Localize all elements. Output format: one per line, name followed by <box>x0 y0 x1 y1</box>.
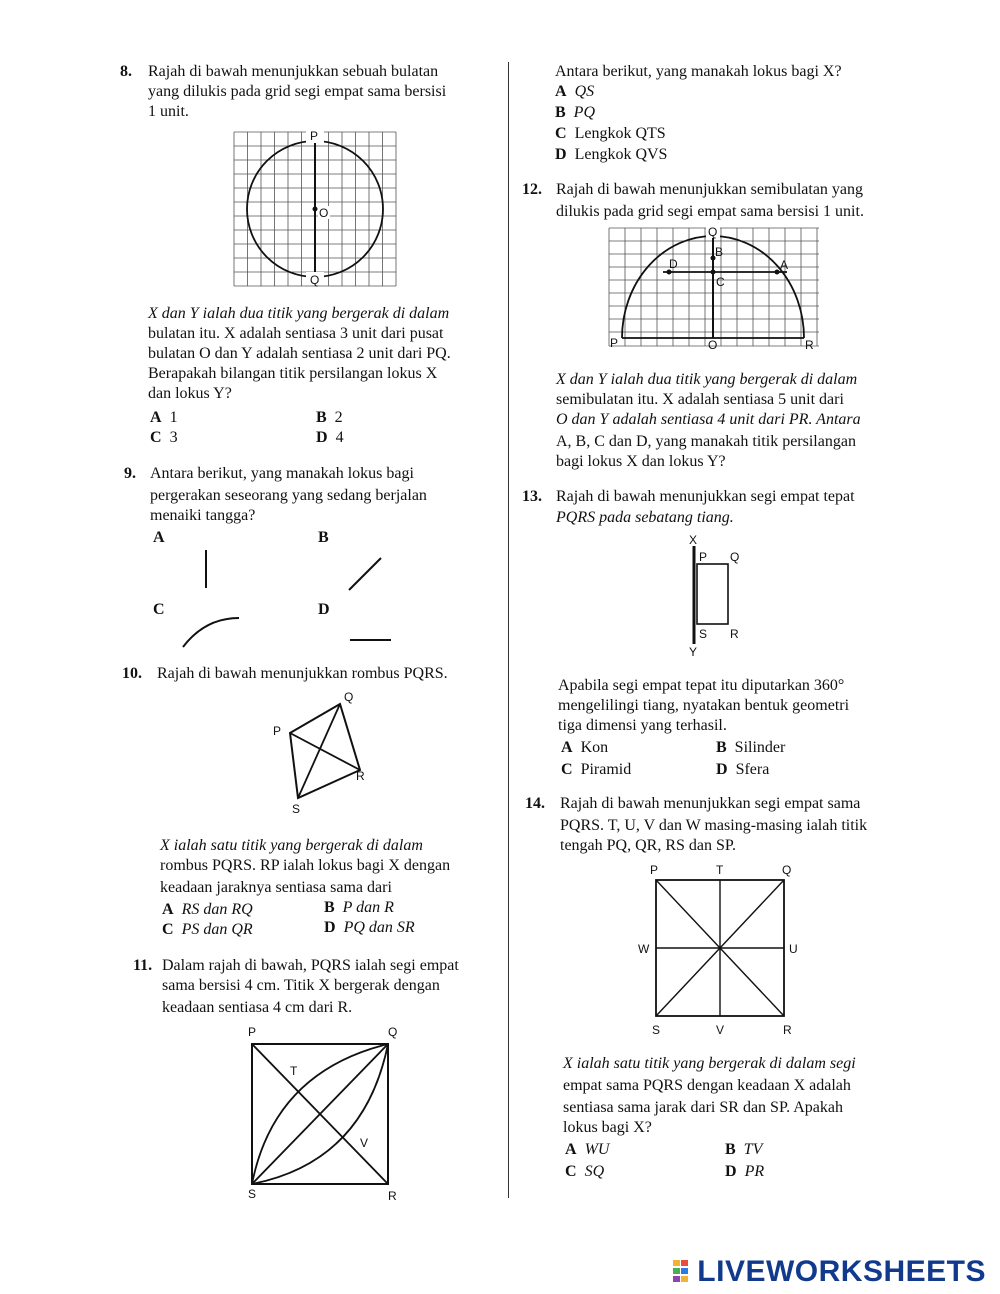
label-t: T <box>716 863 724 877</box>
question-body-line: X dan Y ialah dua titik yang bergerak di dalam <box>556 371 858 388</box>
label-q: Q <box>344 690 354 704</box>
question-text-line: Rajah di bawah menunjukkan sebuah bulatan <box>148 63 439 80</box>
question-text-line: PQRS pada sebatang tiang. <box>556 509 734 526</box>
question-body-line: X ialah satu titik yang bergerak di dalam <box>160 837 423 854</box>
label-r: R <box>356 769 365 783</box>
question-body-line: A, B, C dan D, yang manakah titik persilangan <box>556 433 856 450</box>
option-c[interactable]: C Lengkok QTS <box>555 125 666 142</box>
center-point <box>313 207 318 212</box>
question-text-line: tengah PQ, QR, RS dan SP. <box>560 837 737 854</box>
question-body-line: bulatan itu. X adalah sentiasa 3 unit dari pusat <box>148 325 444 342</box>
question-body-line: sentiasa sama jarak dari SR dan SP. Apakah <box>563 1099 843 1116</box>
label-d: D <box>669 257 678 271</box>
option-d[interactable]: D PR <box>725 1163 765 1180</box>
question-text-line: Rajah di bawah menunjukkan rombus PQRS. <box>157 665 448 682</box>
option-d[interactable]: D Sfera <box>716 761 770 778</box>
question-body-line: bagi lokus X dan lokus Y? <box>556 453 726 470</box>
option-a[interactable]: A QS <box>555 83 595 100</box>
option-c[interactable]: C PS dan QR <box>162 921 253 938</box>
rhombus-diagram <box>250 688 380 818</box>
label-b: B <box>715 245 724 259</box>
point-a <box>775 270 780 275</box>
diagonal-qs <box>298 704 340 798</box>
question-text-line: 1 unit. <box>148 103 189 120</box>
question-body-line: X dan Y ialah dua titik yang bergerak di dalam <box>148 305 450 322</box>
option-d[interactable]: D <box>318 601 330 618</box>
option-c[interactable]: C SQ <box>565 1163 605 1180</box>
question-text-line: menaiki tangga? <box>150 507 256 524</box>
label-v: V <box>716 1023 725 1037</box>
option-a[interactable]: A WU <box>565 1141 610 1158</box>
label-p: P <box>650 863 659 877</box>
question-text-line: Antara berikut, yang manakah lokus bagi <box>150 465 414 482</box>
question-number: 11. <box>133 957 153 974</box>
option-c[interactable]: C Piramid <box>561 761 632 778</box>
option-a[interactable]: A <box>153 529 165 546</box>
option-c-curve <box>183 618 239 647</box>
liveworksheets-logo <box>673 1255 986 1289</box>
question-text-line: pergerakan seseorang yang sedang berjalan <box>150 487 427 504</box>
label-r: R <box>805 338 814 352</box>
option-c[interactable]: C <box>153 601 165 618</box>
question-number: 12. <box>522 181 542 198</box>
question-text-line: keadaan sentiasa 4 cm dari R. <box>162 999 353 1016</box>
option-b[interactable]: B TV <box>725 1141 763 1158</box>
question-number: 9. <box>124 465 136 482</box>
brand-text: LIVEWORKSHEETS <box>697 1255 986 1288</box>
label-u: U <box>789 942 798 956</box>
question-body-line: Apabila segi empat tepat itu diputarkan 360° <box>558 677 845 694</box>
option-b-diagonal-line <box>349 558 381 590</box>
label-s: S <box>292 802 301 816</box>
pole-rectangle-diagram <box>670 530 760 660</box>
question-text-line: Dalam rajah di bawah, PQRS ialah segi empat <box>162 957 459 974</box>
question-body-line: bulatan O dan Y adalah sentiasa 2 unit dari PQ. <box>148 345 451 362</box>
option-b[interactable]: B P dan R <box>324 899 394 916</box>
question-body-line: rombus PQRS. RP ialah lokus bagi X dengan <box>160 857 451 874</box>
label-a: A <box>780 258 789 272</box>
question-text-line: PQRS. T, U, V dan W masing-masing ialah titik <box>560 817 868 834</box>
question-body-line: dan lokus Y? <box>148 385 232 402</box>
label-r: R <box>388 1189 397 1203</box>
question-body-line: X ialah satu titik yang bergerak di dalam segi <box>563 1055 856 1072</box>
square-arcs-diagram <box>240 1022 410 1206</box>
circle-grid-diagram <box>230 126 402 290</box>
option-b[interactable]: B Silinder <box>716 739 786 756</box>
question-body-line: tiga dimensi yang terhasil. <box>558 717 727 734</box>
question-body-line: mengelilingi tiang, nyatakan bentuk geometri <box>558 697 850 714</box>
option-b[interactable]: B PQ <box>555 104 595 121</box>
option-d[interactable]: D PQ dan SR <box>324 919 415 936</box>
label-r: R <box>783 1023 792 1037</box>
label-x: X <box>689 533 698 547</box>
question-number: 8. <box>120 63 132 80</box>
option-a[interactable]: A 1 <box>150 409 178 426</box>
question-text-line: Rajah di bawah menunjukkan segi empat tepat <box>556 488 855 505</box>
option-b[interactable]: B <box>318 529 329 546</box>
label-r: R <box>730 627 739 641</box>
label-c: C <box>716 275 725 289</box>
label-q: Q <box>782 863 792 877</box>
question-text-line: dilukis pada grid segi empat sama bersisi 1 unit. <box>556 203 864 220</box>
square-midpoints-diagram <box>638 860 808 1040</box>
label-w: W <box>638 942 650 956</box>
label-o: O <box>319 206 329 220</box>
option-d[interactable]: D Lengkok QVS <box>555 146 668 163</box>
question-text-line: Rajah di bawah menunjukkan semibulatan yang <box>556 181 864 198</box>
question-number: 13. <box>522 488 542 505</box>
question-body-line: empat sama PQRS dengan keadaan X adalah <box>563 1077 851 1094</box>
label-s: S <box>652 1023 661 1037</box>
rectangle-pqrs <box>697 564 728 624</box>
question-number: 14. <box>525 795 545 812</box>
label-o: O <box>708 338 718 352</box>
column-divider <box>508 62 509 1198</box>
option-a[interactable]: A RS dan RQ <box>162 901 253 918</box>
question-body-line: keadaan jaraknya sentiasa sama dari <box>160 879 392 896</box>
semicircle-grid-diagram <box>605 224 825 356</box>
question-body-line: semibulatan itu. X adalah sentiasa 5 unit dari <box>556 391 844 408</box>
label-p: P <box>699 550 708 564</box>
question-text-line: sama bersisi 4 cm. Titik X bergerak dengan <box>162 977 440 994</box>
label-p: P <box>610 336 619 350</box>
label-q: Q <box>730 550 740 564</box>
question-body-line: lokus bagi X? <box>563 1119 652 1136</box>
label-s: S <box>699 627 708 641</box>
option-a[interactable]: A Kon <box>561 739 609 756</box>
label-p: P <box>248 1025 257 1039</box>
option-d[interactable]: D 4 <box>316 429 344 446</box>
label-p: P <box>273 724 282 738</box>
locus-options-diagram <box>175 540 400 650</box>
logo-blocks-icon <box>673 1260 697 1282</box>
label-q: Q <box>708 225 718 239</box>
label-y: Y <box>689 645 698 659</box>
option-b[interactable]: B 2 <box>316 409 343 426</box>
label-v: V <box>360 1136 369 1150</box>
option-c[interactable]: C 3 <box>150 429 178 446</box>
label-s: S <box>248 1187 257 1201</box>
question-text-line: Rajah di bawah menunjukkan segi empat sama <box>560 795 861 812</box>
question-text-line: yang dilukis pada grid segi empat sama bersisi <box>148 83 447 100</box>
label-t: T <box>290 1064 298 1078</box>
label-q: Q <box>310 273 320 287</box>
point-c <box>711 270 716 275</box>
question-continued-text: Antara berikut, yang manakah lokus bagi X? <box>555 63 842 80</box>
label-p: P <box>310 129 319 143</box>
question-body-line: O dan Y adalah sentiasa 4 unit dari PR. Antara <box>556 411 861 428</box>
question-body-line: Berapakah bilangan titik persilangan lokus X <box>148 365 438 382</box>
question-number: 10. <box>122 665 142 682</box>
label-q: Q <box>388 1025 398 1039</box>
